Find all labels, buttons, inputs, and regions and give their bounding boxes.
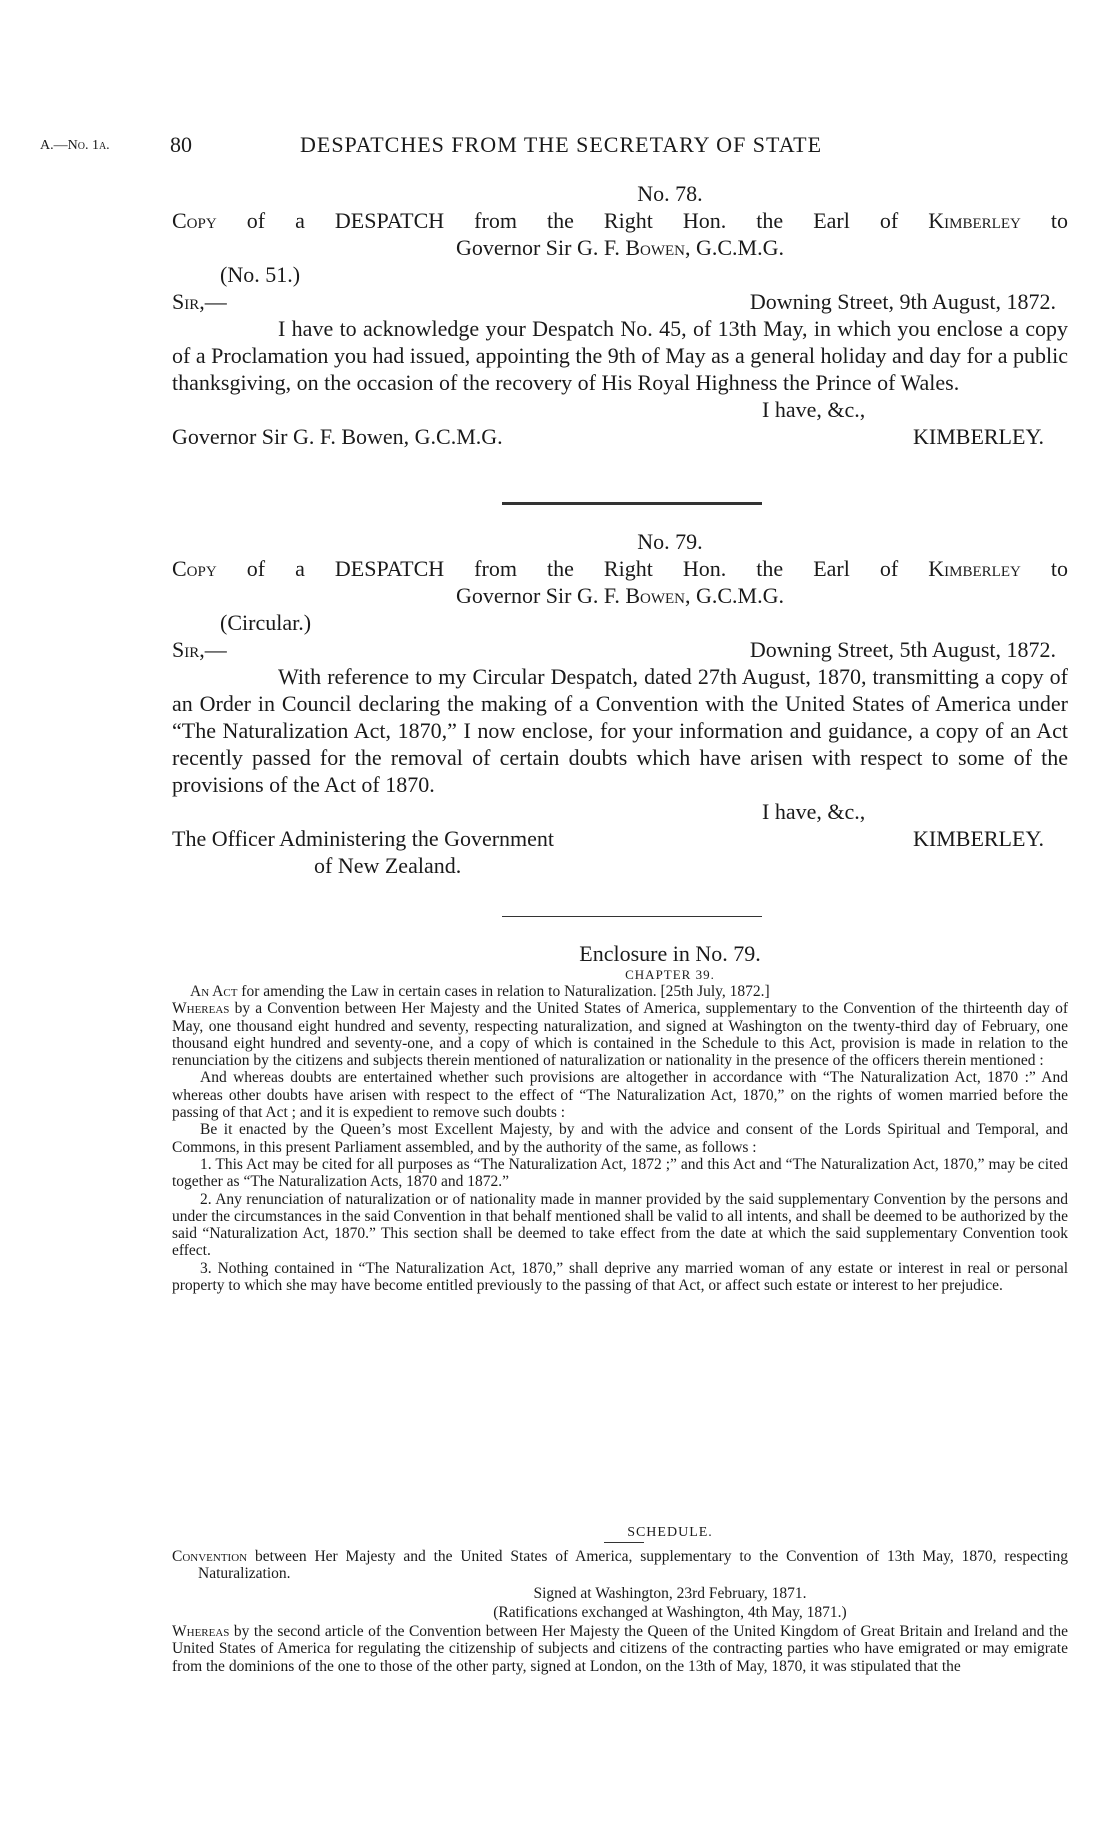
act-enacting-clause: Be it enacted by the Queen’s most Excellent Majesty, by and with the advice and consent of the Lords Spiritual and Temporal, and Commons, in this present Parliament assembled, and by the authority of the same, as follows : xyxy=(172,1121,1068,1156)
act-section-1: 1. This Act may be cited for all purposes as “The Naturalization Act, 1872 ;” and this Act and “The Naturalization Act, 1870,” may be cited together as “The Naturalization Acts, 1870 and 1872.” xyxy=(172,1155,1068,1191)
date-line: Downing Street, 5th August, 1872. xyxy=(749,637,1056,662)
date-line: Downing Street, 9th August, 1872. xyxy=(749,289,1056,314)
despatch-number: No. 78. xyxy=(637,181,703,206)
thick-divider xyxy=(172,502,1068,505)
page-number: 80 xyxy=(170,132,192,157)
salutation-row xyxy=(172,636,1068,663)
act-section-2: 2. Any renunciation of naturalization or of nationality made in manner provided by the said supplementary Convention by the persons and under the circumstances in the said Convention in that behalf mentioned shall be valid to all intents, and shall be deemed to be authorized by the said “Naturalization Act, 1870.” This section shall be deemed to take effect from the date at which the said supplementary Convention took effect. xyxy=(172,1190,1068,1260)
despatch-ref-number: (Circular.) xyxy=(220,610,312,635)
enclosure xyxy=(172,940,1068,1294)
salutation-row xyxy=(172,288,1068,315)
thin-divider xyxy=(172,916,1068,917)
despatch-body: I have to acknowledge your Despatch No. 45, of 13th May, in which you enclose a copy of a Proclamation you had issued, appointing the 9th of May as a general holiday and day for a public thanksgiving, on the occasion of the recovery of His Royal Highness the Prince of Wales. xyxy=(172,316,1068,395)
salutation: Sir,— xyxy=(172,289,227,314)
addressee: Governor Sir G. F. Bowen, G.C.M.G. xyxy=(172,424,503,449)
addressee-row xyxy=(172,423,1068,450)
signed-line: Signed at Washington, 23rd February, 1871. xyxy=(533,1584,807,1602)
despatch-79 xyxy=(172,528,1068,879)
act-section-3: 3. Nothing contained in “The Naturalization Act, 1870,” shall deprive any married woman of any estate or interest in real or personal property to which she may have become entitled previously to the passing of that Act, or affect such estate or interest to her prejudice. xyxy=(172,1259,1068,1295)
addressee: The Officer Administering the Government xyxy=(172,826,555,851)
despatch-body: With reference to my Circular Despatch, dated 27th August, 1870, transmitting a copy of an Order in Council declaring the making of a Convention with the United States of America under “The Naturalization Act, 1870,” I now enclose, for your information and guidance, a copy of an Act recently passed for the removal of certain doubts which have arisen with respect to some of the provisions of the Act of 1870. xyxy=(172,664,1068,797)
signature: KIMBERLEY. xyxy=(913,826,1044,851)
salutation: Sir,— xyxy=(172,637,227,662)
act-preamble-1: Whereas by a Convention between Her Majesty and the United States of America, supplementary to the Convention of the thirteenth day of May, one thousand eight hundred and seventy, respecting naturalization, and signed at Washington on the twenty-third day of February, one thousand eight hundred and seventy-one, and a copy of which is contained in the Schedule to this Act, provision is made in relation to the renunciation by the citizens and subjects therein mentioned of naturalization or nationality in the presence of the officers therein mentioned : xyxy=(172,1000,1068,1070)
closing: I have, &c., xyxy=(762,397,866,422)
schedule xyxy=(172,1524,1068,1675)
despatch-title-line1: Copy of a DESPATCH from the Right Hon. the Earl of Kimberley to xyxy=(172,208,1068,233)
document-reference: A.—No. 1a. xyxy=(40,138,110,153)
addressee-line2: of New Zealand. xyxy=(314,853,462,878)
act-preamble-2: And whereas doubts are entertained whether such provisions are altogether in accordance with “The Naturalization Act, 1870 :” And whereas other doubts have arisen with respect to the effect of “The Naturalization Act, 1870,” on the rights of women married before the passing of that Act ; and it is expedient to remove such doubts : xyxy=(172,1069,1068,1122)
despatch-ref-number: (No. 51.) xyxy=(220,262,301,287)
convention-title: Convention between Her Majesty and the United States of America, supplementary to the Convention of 13th May, 1870, respecting Naturalization. xyxy=(172,1548,1068,1583)
chapter-heading: CHAPTER 39. xyxy=(625,967,715,982)
addressee-row xyxy=(172,825,1068,852)
despatch-title-line2: Governor Sir G. F. Bowen, G.C.M.G. xyxy=(455,235,785,260)
running-header xyxy=(40,132,1080,162)
closing: I have, &c., xyxy=(762,799,866,824)
schedule-heading: SCHEDULE. xyxy=(627,1525,713,1540)
convention-preamble: Whereas by the second article of the Convention between Her Majesty the Queen of the United Kingdom of Great Britain and Ireland and the United States of America for regulating the citizenship of subjects and citizens of the contracting parties who have emigrated or may emigrate from the dominions of the one to those of the other party, signed at London, on the 13th of May, 1870, it was stipulated that the xyxy=(172,1623,1068,1675)
despatch-number: No. 79. xyxy=(637,529,703,554)
ratification-line: (Ratifications exchanged at Washington, 4th May, 1871.) xyxy=(493,1603,847,1621)
header-title: DESPATCHES FROM THE SECRETARY OF STATE xyxy=(300,132,823,157)
signature: KIMBERLEY. xyxy=(913,424,1044,449)
despatch-title-line1: Copy of a DESPATCH from the Right Hon. the Earl of Kimberley to xyxy=(172,556,1068,581)
despatch-78 xyxy=(172,180,1068,450)
act-title: An Act for amending the Law in certain cases in relation to Naturalization. [25th July, 1872.] xyxy=(190,983,770,1000)
enclosure-heading: Enclosure in No. 79. xyxy=(579,941,761,966)
despatch-title-line2: Governor Sir G. F. Bowen, G.C.M.G. xyxy=(455,583,785,608)
